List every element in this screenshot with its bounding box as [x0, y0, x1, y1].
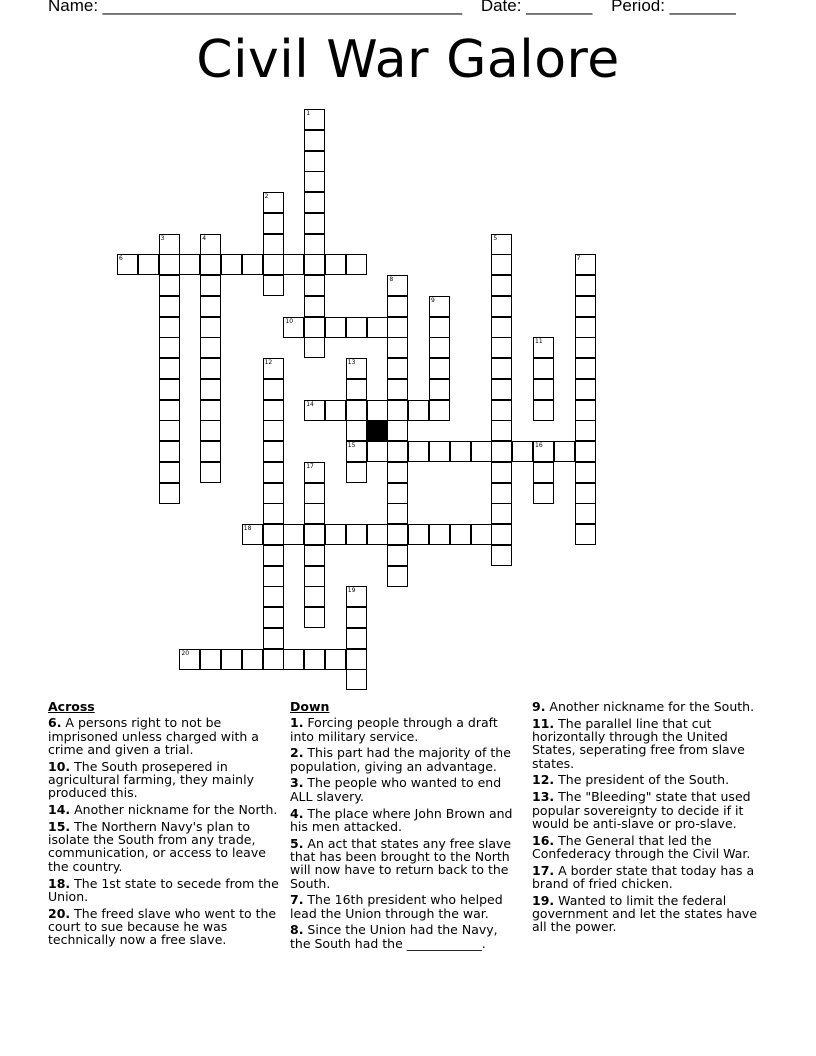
clue-text: The people who wanted to end ALL slavery. — [290, 775, 502, 804]
grid-cell[interactable] — [304, 213, 325, 234]
grid-cell[interactable] — [304, 192, 325, 213]
grid-cell[interactable] — [159, 420, 180, 441]
grid-cell[interactable] — [346, 400, 367, 421]
grid-cell[interactable] — [575, 317, 596, 338]
grid-cell[interactable] — [491, 545, 512, 566]
grid-cell[interactable] — [575, 358, 596, 379]
grid-cell[interactable] — [471, 441, 492, 462]
grid-cell[interactable] — [346, 669, 367, 690]
clue-text: The "Bleeding" state that used popular sovereignty to decide if it would be anti-slave or pro-slave. — [532, 789, 751, 831]
grid-cell[interactable] — [304, 130, 325, 151]
grid-cell[interactable] — [346, 358, 367, 379]
grid-cell[interactable] — [346, 586, 367, 607]
grid-cell[interactable] — [283, 254, 304, 275]
grid-cell[interactable] — [304, 171, 325, 192]
clue-number-label: 10. — [48, 758, 71, 774]
clue-item — [290, 716, 520, 743]
clue-item — [532, 834, 772, 861]
grid-cell[interactable] — [179, 649, 200, 670]
grid-cell[interactable] — [159, 275, 180, 296]
grid-cell[interactable] — [387, 524, 408, 545]
grid-cell[interactable] — [575, 337, 596, 358]
grid-cell[interactable] — [242, 524, 263, 545]
clue-text: Another nickname for the North. — [70, 802, 278, 818]
grid-cell[interactable] — [491, 358, 512, 379]
grid-cell[interactable] — [533, 358, 554, 379]
grid-cell[interactable] — [200, 234, 221, 255]
grid-cell[interactable] — [429, 441, 450, 462]
grid-cell[interactable] — [200, 441, 221, 462]
clue-number: 2 — [264, 193, 269, 200]
clue-item — [48, 716, 282, 756]
clue-item — [290, 746, 520, 773]
grid-cell[interactable] — [263, 628, 284, 649]
clue-text: Another nickname for the South. — [545, 699, 755, 714]
clue-number-label: 20. — [48, 905, 71, 921]
grid-cell[interactable] — [179, 254, 200, 275]
period-field[interactable]: Period: _______ — [611, 0, 736, 15]
grid-cell[interactable] — [346, 441, 367, 462]
clue-number-label: 6. — [48, 715, 62, 731]
grid-cell[interactable] — [304, 607, 325, 628]
grid-cell[interactable] — [533, 462, 554, 483]
clue-number: 17 — [306, 462, 314, 470]
grid-cell[interactable] — [387, 275, 408, 296]
grid-cell[interactable] — [304, 483, 325, 504]
grid-cell[interactable] — [429, 317, 450, 338]
grid-cell[interactable] — [491, 503, 512, 524]
clue-number: 16 — [535, 442, 543, 449]
grid-cell[interactable] — [263, 607, 284, 628]
grid-cell[interactable] — [304, 151, 325, 172]
black-cell — [367, 420, 388, 441]
grid-cell[interactable] — [263, 483, 284, 504]
grid-cell[interactable] — [491, 379, 512, 400]
grid-cell[interactable] — [242, 649, 263, 670]
grid-cell[interactable] — [159, 379, 180, 400]
grid-cell[interactable] — [533, 483, 554, 504]
clue-number-label: 2. — [290, 745, 304, 761]
clue-item — [532, 773, 772, 786]
clue-item — [290, 837, 520, 890]
clue-number: 11 — [535, 338, 543, 346]
clue-item — [290, 807, 520, 834]
grid-cell[interactable] — [533, 379, 554, 400]
grid-cell[interactable] — [200, 296, 221, 317]
grid-cell[interactable] — [159, 317, 180, 338]
grid-cell[interactable] — [283, 317, 304, 338]
grid-cell[interactable] — [367, 524, 388, 545]
clue-number-label: 15. — [48, 818, 71, 834]
clue-text: This part had the majority of the population, giving an advantage. — [290, 745, 511, 774]
grid-cell[interactable] — [491, 524, 512, 545]
across-clues — [48, 700, 282, 950]
clue-number-label: 9. — [532, 699, 546, 714]
grid-cell[interactable] — [200, 379, 221, 400]
grid-cell[interactable] — [200, 400, 221, 421]
clue-number: 10 — [285, 317, 294, 325]
grid-cell[interactable] — [304, 462, 325, 483]
grid-cell[interactable] — [200, 462, 221, 483]
grid-cell[interactable] — [346, 317, 367, 338]
clue-text: An act that states any free slave that has been brought to the North will now have to return back to the South. — [290, 835, 512, 891]
grid-cell[interactable] — [387, 566, 408, 587]
down-clues — [290, 700, 520, 954]
grid-cell[interactable] — [325, 254, 346, 275]
grid-cell[interactable] — [429, 400, 450, 421]
grid-cell[interactable] — [304, 649, 325, 670]
grid-cell[interactable] — [491, 296, 512, 317]
grid-cell[interactable] — [304, 566, 325, 587]
clue-number: 6 — [119, 255, 123, 263]
grid-cell[interactable] — [575, 503, 596, 524]
grid-cell[interactable] — [138, 254, 159, 275]
grid-cell[interactable] — [159, 400, 180, 421]
clue-item — [48, 803, 282, 816]
grid-cell[interactable] — [575, 420, 596, 441]
clue-item — [290, 893, 520, 920]
down-clues-continued — [532, 700, 772, 937]
grid-cell[interactable] — [117, 254, 138, 275]
clue-number-label: 4. — [290, 805, 304, 821]
clue-number: 18 — [243, 525, 252, 532]
grid-cell[interactable] — [263, 234, 284, 255]
grid-cell[interactable] — [575, 296, 596, 317]
clue-number-label: 14. — [48, 802, 71, 818]
grid-cell[interactable] — [263, 400, 284, 421]
grid-cell[interactable] — [387, 317, 408, 338]
grid-cell[interactable] — [283, 524, 304, 545]
grid-cell[interactable] — [325, 400, 346, 421]
grid-cell[interactable] — [346, 628, 367, 649]
clue-text: The president of the South. — [554, 772, 730, 788]
grid-cell[interactable] — [159, 462, 180, 483]
grid-cell[interactable] — [304, 254, 325, 275]
grid-cell[interactable] — [263, 566, 284, 587]
clue-text: The General that led the Confederacy through the Civil War. — [532, 832, 751, 861]
grid-cell[interactable] — [491, 317, 512, 338]
grid-cell[interactable] — [429, 337, 450, 358]
grid-cell[interactable] — [575, 275, 596, 296]
clue-number-label: 16. — [532, 832, 555, 848]
grid-cell[interactable] — [263, 649, 284, 670]
clue-text: Wanted to limit the federal government and let the states have all the power. — [532, 892, 758, 935]
grid-cell[interactable] — [263, 441, 284, 462]
clue-item — [48, 907, 282, 947]
down-clue-list — [290, 716, 520, 950]
grid-cell[interactable] — [263, 275, 284, 296]
grid-cell[interactable] — [304, 586, 325, 607]
clue-number-label: 3. — [290, 775, 304, 791]
grid-cell[interactable] — [263, 254, 284, 275]
grid-cell[interactable] — [387, 545, 408, 566]
clue-text: The Northern Navy's plan to isolate the South from any trade, communication, or access to leave the country. — [48, 818, 266, 874]
grid-cell[interactable] — [200, 649, 221, 670]
grid-cell[interactable] — [491, 234, 512, 255]
grid-cell[interactable] — [283, 649, 304, 670]
grid-cell[interactable] — [346, 254, 367, 275]
clue-number: 20 — [181, 649, 190, 657]
clue-text: The 1st state to secede from the Union. — [48, 875, 279, 904]
grid-cell[interactable] — [387, 296, 408, 317]
grid-cell[interactable] — [325, 649, 346, 670]
grid-cell[interactable] — [429, 358, 450, 379]
clue-number-label: 5. — [290, 835, 304, 851]
clue-number: 4 — [202, 234, 207, 242]
grid-cell[interactable] — [325, 524, 346, 545]
grid-cell[interactable] — [221, 254, 242, 275]
clue-text: A persons right to not be imprisoned unless charged with a crime and given a trial. — [48, 715, 259, 757]
grid-cell[interactable] — [491, 441, 512, 462]
grid-cell[interactable] — [575, 254, 596, 275]
clue-text: Since the Union had the Navy, the South had the ____________. — [290, 922, 498, 951]
grid-cell[interactable] — [575, 524, 596, 545]
clue-number: 9 — [431, 296, 435, 304]
clue-text: The parallel line that cut horizontally through the United States, seperating free from slave states. — [532, 715, 745, 771]
grid-cell[interactable] — [387, 420, 408, 441]
grid-cell[interactable] — [491, 254, 512, 275]
grid-cell[interactable] — [200, 275, 221, 296]
grid-cell[interactable] — [304, 524, 325, 545]
grid-cell[interactable] — [304, 317, 325, 338]
clue-number: 1 — [306, 110, 311, 117]
clue-text: The place where John Brown and his men attacked. — [290, 805, 513, 834]
grid-cell[interactable] — [387, 441, 408, 462]
grid-cell[interactable] — [575, 483, 596, 504]
date-field[interactable]: Date: _______ — [480, 0, 593, 15]
grid-cell[interactable] — [387, 483, 408, 504]
grid-cell[interactable] — [159, 234, 180, 255]
grid-cell[interactable] — [200, 358, 221, 379]
grid-cell[interactable] — [387, 358, 408, 379]
grid-cell[interactable] — [575, 379, 596, 400]
grid-cell[interactable] — [159, 296, 180, 317]
down-clue-list-continued — [532, 700, 772, 934]
clue-number: 5 — [493, 234, 498, 242]
grid-cell[interactable] — [491, 462, 512, 483]
grid-cell[interactable] — [159, 483, 180, 504]
clue-item — [532, 864, 772, 891]
grid-cell[interactable] — [471, 524, 492, 545]
grid-cell[interactable] — [575, 462, 596, 483]
clue-item — [48, 877, 282, 904]
clue-number: 7 — [576, 255, 581, 263]
grid-cell[interactable] — [242, 254, 263, 275]
clue-item — [48, 820, 282, 873]
grid-cell[interactable] — [575, 400, 596, 421]
clue-number-label: 11. — [532, 715, 555, 731]
clue-text: The South prosepered in agricultural farming, they mainly produced this. — [48, 758, 254, 801]
grid-cell[interactable] — [387, 503, 408, 524]
clue-number: 3 — [160, 234, 165, 242]
grid-cell[interactable] — [450, 524, 471, 545]
grid-cell[interactable] — [304, 109, 325, 130]
grid-cell[interactable] — [304, 296, 325, 317]
grid-cell[interactable] — [491, 420, 512, 441]
grid-cell[interactable] — [325, 317, 346, 338]
grid-cell[interactable] — [263, 586, 284, 607]
grid-cell[interactable] — [387, 379, 408, 400]
grid-cell[interactable] — [263, 462, 284, 483]
across-heading: Across — [48, 699, 95, 714]
clue-item — [290, 776, 520, 803]
grid-cell[interactable] — [263, 192, 284, 213]
clue-number: 15 — [347, 442, 356, 449]
clue-item — [532, 894, 772, 934]
clue-item — [532, 700, 772, 713]
grid-cell[interactable] — [304, 275, 325, 296]
grid-cell[interactable] — [367, 317, 388, 338]
grid-cell[interactable] — [533, 337, 554, 358]
clue-item — [532, 790, 772, 830]
clue-item — [48, 760, 282, 800]
grid-cell[interactable] — [491, 275, 512, 296]
grid-cell[interactable] — [304, 337, 325, 358]
clue-text: Forcing people through a draft into military service. — [290, 715, 498, 744]
grid-cell[interactable] — [304, 545, 325, 566]
grid-cell[interactable] — [346, 420, 367, 441]
grid-cell[interactable] — [429, 379, 450, 400]
clue-item — [532, 717, 772, 770]
clue-number: 13 — [347, 359, 356, 366]
grid-cell[interactable] — [533, 400, 554, 421]
grid-cell[interactable] — [408, 400, 429, 421]
clue-text: The 16th president who helped lead the Union through the war. — [290, 892, 503, 921]
grid-cell[interactable] — [263, 379, 284, 400]
clue-item — [290, 923, 520, 950]
clue-number-label: 1. — [290, 715, 304, 731]
grid-cell[interactable] — [387, 400, 408, 421]
grid-cell[interactable] — [491, 337, 512, 358]
page-title: Civil War Galore — [196, 30, 620, 90]
grid-cell[interactable] — [491, 400, 512, 421]
grid-cell[interactable] — [575, 441, 596, 462]
grid-cell[interactable] — [304, 503, 325, 524]
grid-cell[interactable] — [512, 441, 533, 462]
grid-cell[interactable] — [367, 400, 388, 421]
clue-number-label: 8. — [290, 922, 304, 938]
grid-cell[interactable] — [159, 337, 180, 358]
grid-cell[interactable] — [159, 441, 180, 462]
grid-cell[interactable] — [304, 400, 325, 421]
grid-cell[interactable] — [263, 358, 284, 379]
clue-number: 19 — [347, 587, 356, 595]
grid-cell[interactable] — [263, 545, 284, 566]
clue-number-label: 13. — [532, 789, 555, 805]
grid-cell[interactable] — [554, 441, 575, 462]
grid-cell[interactable] — [346, 649, 367, 670]
grid-cell[interactable] — [159, 254, 180, 275]
grid-cell[interactable] — [346, 607, 367, 628]
clue-number-label: 18. — [48, 875, 71, 891]
grid-cell[interactable] — [387, 462, 408, 483]
clue-number-label: 12. — [532, 772, 555, 788]
grid-cell[interactable] — [450, 441, 471, 462]
grid-cell[interactable] — [346, 462, 367, 483]
grid-cell[interactable] — [200, 337, 221, 358]
grid-cell[interactable] — [408, 441, 429, 462]
grid-cell[interactable] — [387, 337, 408, 358]
name-field[interactable]: Name: ______________________________________ — [48, 0, 463, 15]
grid-cell[interactable] — [346, 379, 367, 400]
grid-cell[interactable] — [263, 213, 284, 234]
grid-cell[interactable] — [408, 524, 429, 545]
grid-cell[interactable] — [429, 524, 450, 545]
across-clue-list — [48, 716, 282, 946]
grid-cell[interactable] — [221, 649, 242, 670]
grid-cell[interactable] — [200, 254, 221, 275]
grid-cell[interactable] — [304, 234, 325, 255]
clue-number-label: 7. — [290, 892, 304, 908]
grid-cell[interactable] — [491, 483, 512, 504]
grid-cell[interactable] — [533, 441, 554, 462]
grid-cell[interactable] — [367, 441, 388, 462]
grid-cell[interactable] — [429, 296, 450, 317]
clue-number: 14 — [306, 400, 314, 408]
grid-cell[interactable] — [346, 524, 367, 545]
grid-cell[interactable] — [159, 358, 180, 379]
grid-cell[interactable] — [263, 420, 284, 441]
grid-cell[interactable] — [200, 420, 221, 441]
grid-cell[interactable] — [263, 503, 284, 524]
clue-number-label: 17. — [532, 862, 555, 878]
down-heading: Down — [290, 699, 330, 714]
grid-cell[interactable] — [200, 317, 221, 338]
clue-number-label: 19. — [532, 892, 555, 908]
clue-text: The freed slave who went to the court to sue because he was technically now a free slave. — [48, 905, 277, 948]
grid-cell[interactable] — [263, 524, 284, 545]
clue-text: A border state that today has a brand of fried chicken. — [532, 862, 755, 892]
clue-number: 12 — [264, 359, 273, 366]
clue-number: 8 — [389, 276, 394, 283]
